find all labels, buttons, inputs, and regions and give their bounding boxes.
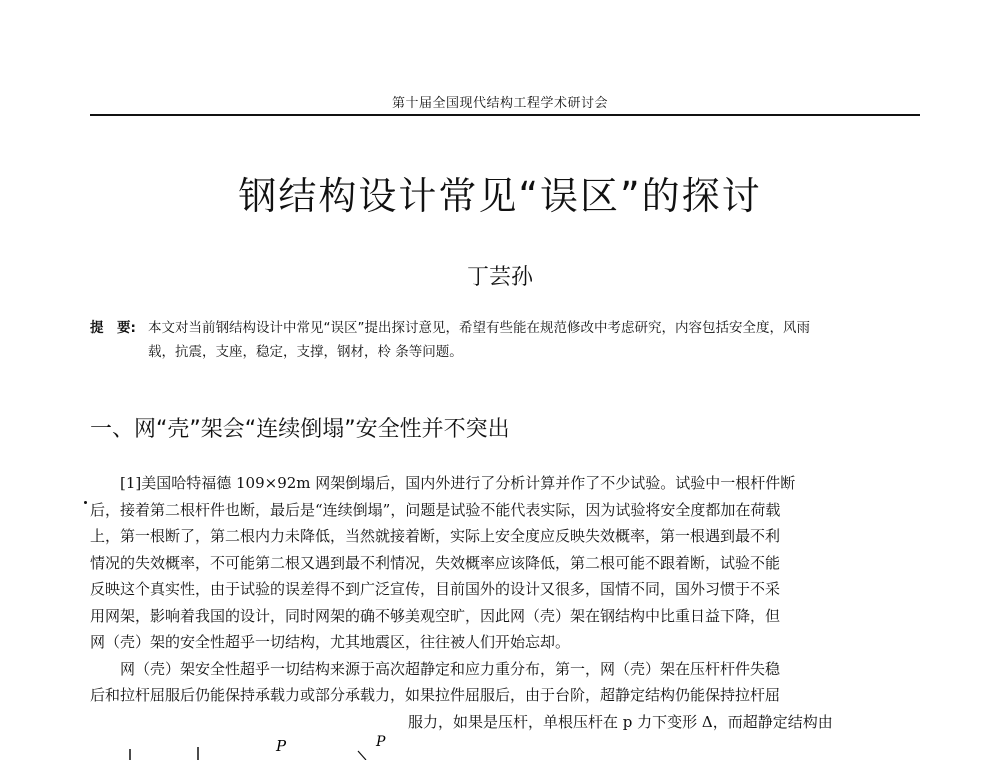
body-line: 用网架，影响着我国的设计，同时网架的确不够美观空旷，因此网（壳）架在钢结构中比重日益下降，但 bbox=[90, 606, 781, 625]
scan-speck bbox=[84, 501, 87, 504]
body-line: 后和拉杆屈服后仍能保持承载力或部分承载力，如果拉件屈服后，由于台阶，超静定结构仍能保持拉杆屈 bbox=[90, 686, 781, 704]
figure-stroke bbox=[358, 751, 366, 760]
abstract-line-2: 载，抗震，支座，稳定，支撑，钢材，柃 条等问题。 bbox=[148, 344, 463, 360]
figure-label-p: P bbox=[376, 735, 386, 750]
figure-label-p: P bbox=[276, 737, 287, 755]
body-line: [1]美国哈特福德 109×92m 网架倒塌后，国内外进行了分析计算并作了不少试验。试验中一根杆件断 bbox=[120, 474, 796, 492]
figure-fragment bbox=[90, 735, 410, 760]
body-line: 网（壳）架安全性超乎一切结构来源于高次超静定和应力重分布，第一，网（壳）架在压杆杆件失稳 bbox=[120, 659, 781, 678]
body-line: 网（壳）架的安全性超乎一切结构，尤其地震区，往往被人们开始忘却。 bbox=[90, 633, 571, 651]
header-rule bbox=[90, 114, 920, 116]
abstract-label: 提 要: bbox=[90, 320, 136, 336]
section-heading: 一、网“壳”架会“连续倒塌”安全性并不突出 bbox=[90, 417, 510, 442]
abstract bbox=[90, 316, 920, 364]
body-line: 服力，如果是压杆，单根压杆在 p 力下变形 Δ，而超静定结构由 bbox=[408, 712, 833, 731]
body-line: 反映这个真实性，由于试验的误差得不到广泛宣传，目前国外的设计又很多，国情不同，国外习惯于不采 bbox=[90, 580, 781, 598]
paper-title: 钢结构设计常见“误区”的探讨 bbox=[238, 174, 762, 218]
abstract-line-1: 本文对当前钢结构设计中常见“误区”提出探讨意见，希望有些能在规范修改中考虑研究，内容包括安全度，风雨 bbox=[148, 320, 810, 336]
body-line: 上，第一根断了，第二根内力未降低，当然就接着断，实际上安全度应反映失效概率，第一根遇到最不利 bbox=[90, 527, 781, 545]
paper-author: 丁芸孙 bbox=[466, 265, 533, 290]
body-line: 后，接着第二根杆件也断，最后是“连续倒塌”，问题是试验不能代表实际，因为试验将安全度都加在荷载 bbox=[90, 500, 781, 519]
section-body bbox=[90, 470, 920, 735]
body-line: 情况的失效概率，不可能第二根又遇到最不利情况，失效概率应该降低，第二根可能不跟着断，试验不能 bbox=[90, 553, 781, 572]
running-header: 第十届全国现代结构工程学术研讨会 bbox=[391, 96, 608, 111]
